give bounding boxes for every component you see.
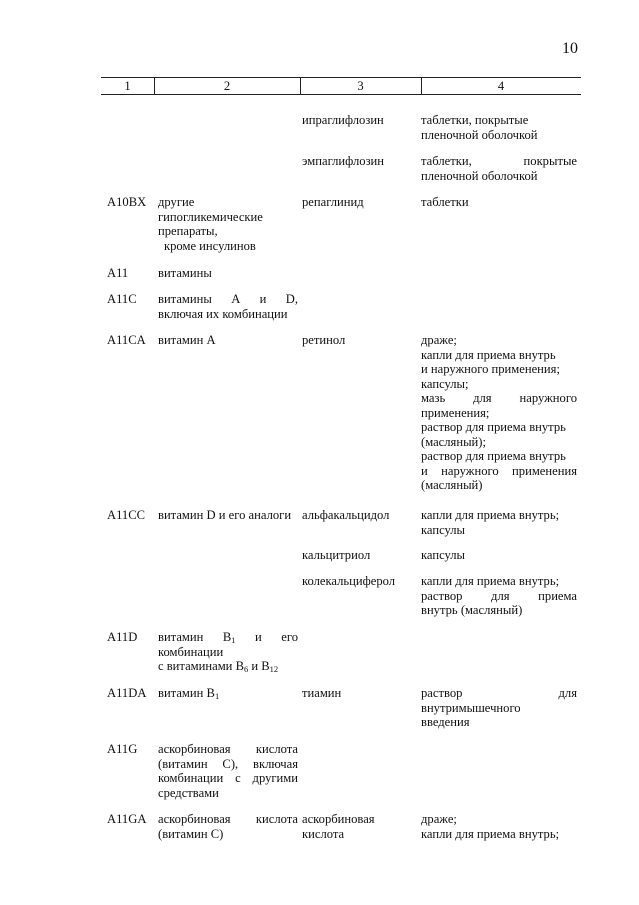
dosage-form: [421, 686, 577, 730]
anatomical-therapeutic-group: [158, 333, 298, 348]
cell-line: другие: [158, 195, 195, 209]
cell-line: капсулы: [421, 548, 466, 562]
atc-code: A11CA: [107, 333, 146, 347]
cell-line: с витаминами $B_6$ и $B_{12}$: [158, 659, 279, 674]
cell-line: кроме инсулинов: [164, 238, 256, 253]
drug-name: [302, 154, 417, 169]
page-number: 10: [562, 40, 578, 57]
header-col-1: 1: [124, 79, 131, 93]
cell-line: колекальциферол: [302, 574, 396, 588]
cell-line: аскорбиновая кислота: [158, 812, 298, 826]
cell-line: капсулы;: [421, 376, 469, 391]
cell-line: раствор для: [421, 686, 577, 700]
cell-line: ипраглифлозин: [302, 113, 384, 127]
cell-line: применения;: [421, 405, 490, 420]
atc-code: A11CC: [107, 508, 146, 522]
cell-line: таблетки, покрытые: [421, 154, 577, 168]
cell-line: витамины А и D,: [158, 292, 298, 306]
cell-line: внутрь (масляный): [421, 603, 523, 617]
cell-line: пленочной оболочкой: [421, 127, 538, 142]
cell-line: капли для приема внутрь;: [421, 826, 560, 841]
anatomical-therapeutic-group: [158, 508, 298, 523]
anatomical-therapeutic-group: [158, 630, 298, 674]
cell-line: (витамин С), включая: [158, 756, 298, 771]
atc-code: A11G: [107, 742, 138, 756]
cell-line: ретинол: [302, 333, 346, 347]
dosage-form: [421, 574, 577, 618]
cell-line: (масляный);: [421, 434, 486, 449]
cell-line: кислота: [302, 826, 345, 841]
drug-name: [302, 333, 417, 348]
cell-line: драже;: [421, 812, 457, 826]
anatomical-therapeutic-group: [158, 195, 298, 253]
cell-line: капсулы: [421, 522, 466, 537]
cell-line: (витамин С): [158, 826, 224, 841]
dosage-form: [421, 508, 577, 537]
cell-line: внутримышечного: [421, 700, 521, 715]
cell-line: драже;: [421, 333, 457, 347]
dosage-form: [421, 812, 577, 841]
drug-name: [302, 812, 417, 841]
drug-name: [302, 508, 417, 523]
cell-line: таблетки, покрытые: [421, 113, 529, 127]
cell-line: капли для приема внутрь;: [421, 508, 560, 522]
cell-line: альфакальцидол: [302, 508, 390, 522]
anatomical-therapeutic-group: [158, 292, 298, 321]
anatomical-therapeutic-group: [158, 742, 298, 800]
drug-name: [302, 574, 417, 589]
cell-line: капли для приема внутрь: [421, 347, 556, 362]
drug-name: [302, 686, 417, 701]
dosage-form: [421, 333, 577, 493]
header-col-2: 2: [223, 79, 231, 93]
drug-name: [302, 113, 417, 128]
dosage-form: [421, 548, 577, 563]
atc-code: A11D: [107, 630, 138, 644]
cell-line: введения: [421, 715, 470, 729]
cell-line: (масляный): [421, 478, 483, 492]
header-col-4: 4: [497, 79, 505, 93]
cell-line: раствор для приема внутрь: [421, 420, 566, 434]
cell-line: витамин $B_1$: [158, 686, 220, 701]
cell-line: и наружного применения: [421, 463, 577, 478]
anatomical-therapeutic-group: [158, 686, 298, 701]
anatomical-therapeutic-group: [158, 812, 298, 841]
drug-name: [302, 195, 417, 210]
cell-line: кальцитриол: [302, 548, 371, 562]
cell-line: и наружного применения;: [421, 362, 560, 376]
cell-line: пленочной оболочкой: [421, 168, 538, 183]
cell-line: витамин $B_1$ и его: [158, 630, 298, 645]
cell-line: капли для приема внутрь;: [421, 574, 560, 588]
anatomical-therapeutic-group: [158, 266, 298, 281]
cell-line: эмпаглифлозин: [302, 154, 385, 168]
header-col-3: 3: [357, 79, 364, 93]
cell-line: витамин D и его аналоги: [158, 508, 292, 522]
cell-line: комбинации: [158, 644, 224, 659]
atc-code: A11: [107, 266, 129, 280]
cell-line: тиамин: [302, 686, 342, 700]
atc-code: A11GA: [107, 812, 147, 826]
cell-line: включая их комбинации: [158, 306, 288, 321]
cell-line: аскорбиновая кислота: [158, 742, 298, 756]
dosage-form: [421, 195, 577, 210]
atc-code: A11DA: [107, 686, 147, 700]
cell-line: препараты,: [158, 224, 218, 238]
cell-line: гипогликемические: [158, 209, 263, 224]
table-header: [101, 77, 581, 95]
dosage-form: [421, 154, 577, 183]
cell-line: средствами: [158, 785, 219, 800]
cell-line: аскорбиновая: [302, 812, 375, 826]
cell-line: раствор для приема: [421, 588, 577, 603]
dosage-form: [421, 113, 577, 142]
atc-code: A10BX: [107, 195, 147, 209]
cell-line: раствор для приема внутрь: [421, 449, 566, 463]
cell-line: комбинации с другими: [158, 771, 298, 785]
drug-name: [302, 548, 417, 563]
cell-line: репаглинид: [302, 195, 364, 209]
cell-line: витамин А: [158, 333, 216, 347]
atc-code: A11C: [107, 292, 137, 306]
cell-line: витамины: [158, 266, 212, 280]
cell-line: мазь для наружного: [421, 391, 577, 405]
cell-line: таблетки: [421, 195, 469, 209]
